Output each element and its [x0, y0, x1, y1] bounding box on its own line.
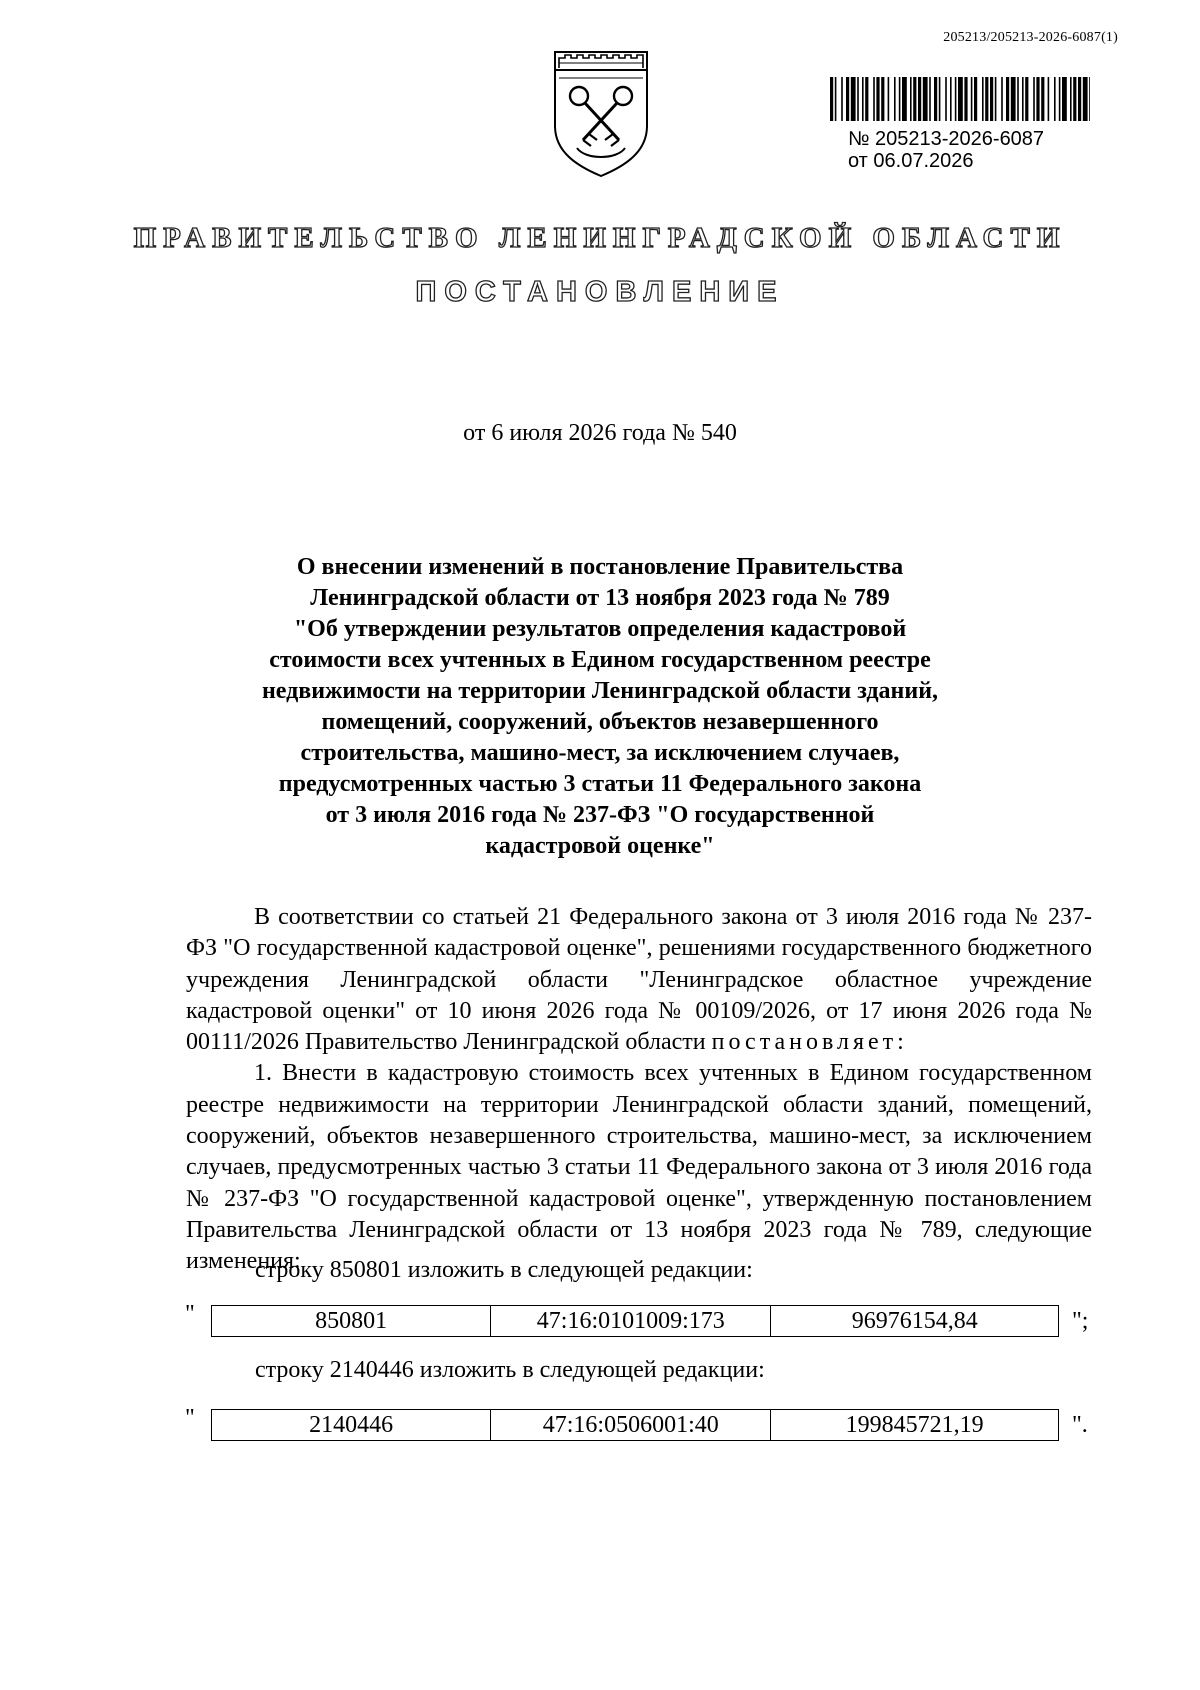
amendment-2-open-quote: " — [185, 1405, 195, 1431]
barcode-bar — [934, 77, 937, 121]
heading-line: О внесении изменений в постановление Правительства — [296, 554, 904, 580]
amendment-2-intro: строку 2140446 изложить в следующей редакции: — [255, 1357, 765, 1383]
cadastral-number-cell: 47:16:0506001:40 — [491, 1410, 771, 1441]
barcode-bar — [1036, 77, 1039, 121]
barcode-bar — [851, 77, 856, 121]
barcode-bar — [1001, 77, 1003, 121]
preamble-paragraph — [186, 902, 1092, 1058]
barcode-bar — [923, 77, 928, 121]
barcode-bar — [929, 77, 931, 121]
barcode-bar — [1062, 77, 1067, 121]
heading-line: предусмотренных частью 3 статьи 11 Федерального закона — [278, 771, 922, 797]
barcode-bar — [902, 77, 907, 121]
barcode-bar — [1083, 77, 1088, 121]
document-type: ПОСТАНОВЛЕНИЕ — [415, 276, 785, 308]
heading-line: "Об утверждении результатов определения кадастровой — [293, 616, 907, 642]
heading-line: Ленинградской области от 13 ноября 2023 года № 789 — [310, 585, 890, 611]
heading-line: строительства, машино-мест, за исключением случаев, — [300, 740, 900, 766]
table-row — [212, 1410, 1059, 1441]
barcode-bar — [841, 77, 843, 121]
barcode-bar — [1078, 77, 1081, 121]
coat-of-arms-icon — [549, 48, 653, 178]
barcode-bar — [964, 77, 967, 121]
document-heading — [180, 552, 1020, 862]
barcode-bar — [974, 77, 977, 121]
barcode-bar — [857, 77, 859, 121]
barcode-bar — [862, 77, 864, 121]
reference-code: 205213/205213-2026-6087(1) — [943, 30, 1118, 45]
barcode-bar — [1033, 77, 1035, 121]
barcode-bar — [881, 77, 884, 121]
barcode-bar — [955, 77, 957, 121]
barcode-bar — [894, 77, 896, 121]
registration-number: № 205213-2026-6087 — [848, 128, 1045, 150]
barcode-bar — [899, 77, 901, 121]
barcode-bar — [876, 77, 879, 121]
government-title: ПРАВИТЕЛЬСТВО ЛЕНИНГРАДСКОЙ ОБЛАСТИ — [133, 222, 1067, 254]
barcode-bar — [1006, 77, 1009, 121]
heading-line: стоимости всех учтенных в Едином государственном реестре — [269, 647, 931, 673]
document-date-number: от 6 июля 2026 года № 540 — [463, 420, 737, 446]
heading-line: помещений, сооружений, объектов незавершенного — [321, 709, 879, 735]
barcode-bar — [958, 77, 963, 121]
barcode-icon — [830, 77, 1090, 121]
barcode-bar — [950, 77, 952, 121]
row-number-cell: 2140446 — [212, 1410, 491, 1441]
table-row — [212, 1306, 1059, 1337]
row-number-cell: 850801 — [212, 1306, 491, 1337]
barcode-bar — [1017, 77, 1019, 121]
barcode-bar — [1011, 77, 1016, 121]
preamble-text: В соответствии со статьей 21 Федерального закона от 3 июля 2016 года № 237-ФЗ "О государственной кадастровой оценке", решениями государственного бюджетного учреждения Ленинградской области "Ленинградское областное учреждение кадастровой оценки" от 10 июня 2026 года № 00109/2026, от 17 июня 2026 года № 00111/2026 Правительство Ленинградской области — [186, 904, 1092, 1056]
amendment-1-open-quote: " — [185, 1301, 195, 1327]
cadastral-number-cell: 47:16:0101009:173 — [491, 1306, 771, 1337]
amendment-1-table — [211, 1305, 1059, 1337]
barcode-bar — [835, 77, 837, 121]
barcode-bar — [1054, 77, 1056, 121]
item-1-paragraph: 1. Внести в кадастровую стоимость всех учтенных в Едином государственном реестре недвижимости на территории Ленинградской области зданий, помещений, сооружений, объектов незавершенного строительства, машино-мест, за исключением случаев, предусмотренных частью 3 статьи 11 Федерального закона от 3 июля 2016 года № 237-ФЗ "О государственной кадастровой оценке", утвержденную постановлением Правительства Ленинградской области от 13 ноября 2023 года № 789, следующие изменения: — [186, 1060, 1092, 1275]
barcode-bar — [982, 77, 984, 121]
barcode-bar — [830, 77, 833, 121]
barcode-bar — [1041, 77, 1044, 121]
barcode-bar — [1048, 77, 1050, 121]
barcode-bar — [995, 77, 997, 121]
barcode-bar — [888, 77, 890, 121]
cadastral-value-cell: 199845721,19 — [771, 1410, 1059, 1441]
barcode-bar — [1070, 77, 1072, 121]
barcode-bar — [939, 77, 941, 121]
barcode-bar — [1073, 77, 1076, 121]
barcode-bar — [990, 77, 993, 121]
barcode-bar — [1025, 77, 1028, 121]
barcode-bar — [873, 77, 875, 121]
barcode-bar — [1089, 77, 1090, 121]
amendment-2-table — [211, 1409, 1059, 1441]
barcode-bar — [846, 77, 849, 121]
amendment-1-intro: строку 850801 изложить в следующей редакции: — [255, 1257, 753, 1283]
barcode-bar — [1059, 77, 1061, 121]
heading-line: от 3 июля 2016 года № 237-ФЗ "О государственной — [325, 802, 875, 828]
barcode-bar — [865, 77, 868, 121]
cadastral-value-cell: 96976154,84 — [771, 1306, 1059, 1337]
amendment-1-close-quote: "; — [1072, 1308, 1089, 1334]
registration-date: от 06.07.2026 — [848, 150, 974, 172]
amendment-2-close-quote: ". — [1072, 1412, 1088, 1438]
barcode-bar — [913, 77, 916, 121]
barcode-bar — [910, 77, 912, 121]
resolves-word: постановляет: — [711, 1029, 908, 1056]
heading-line: кадастровой оценке" — [485, 833, 715, 859]
barcode-bar — [945, 77, 947, 121]
heading-line: недвижимости на территории Ленинградской области зданий, — [261, 678, 939, 704]
barcode-bar — [985, 77, 988, 121]
document-body — [186, 902, 1092, 1278]
barcode-bar — [918, 77, 921, 121]
barcode-bar — [1022, 77, 1024, 121]
barcode-bar — [971, 77, 973, 121]
